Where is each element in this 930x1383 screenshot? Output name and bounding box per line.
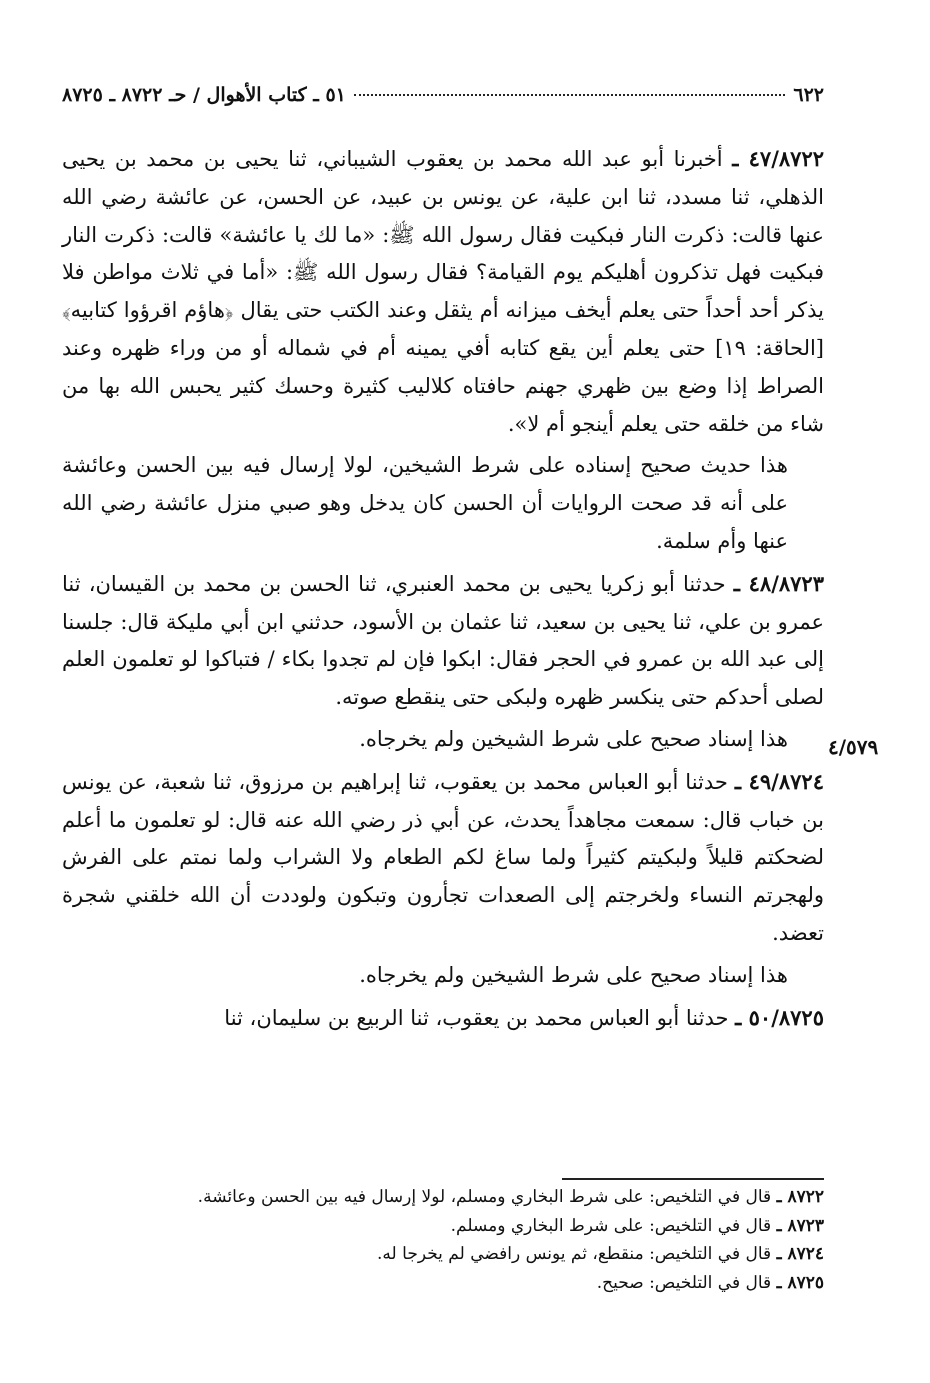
footnote-number: ٨٧٢٥ ـ [776, 1272, 824, 1293]
footnote-8724 [62, 1242, 824, 1268]
footnote-text: قال في التلخيص: منقطع، ثم يونس رافضي لم يخرجا له. [377, 1244, 777, 1264]
header-dotted-leader [354, 94, 786, 96]
footnote-number: ٨٧٢٤ ـ [776, 1244, 824, 1264]
footnote-8722 [62, 1185, 824, 1211]
hadith-number: ٤٧/٨٧٢٢ ـ [732, 146, 825, 171]
hadith-number: ٥٠/٨٧٢٥ ـ [735, 1004, 824, 1030]
footnote-8723 [62, 1214, 824, 1240]
ruling-paragraph-8723 [62, 721, 824, 759]
ruling-text: هذا إسناد صحيح على شرط الشيخين ولم يخرجاه. [359, 726, 788, 751]
hadith-text: حدثنا أبو العباس محمد بن يعقوب، ثنا الربيع بن سليمان، ثنا [224, 1005, 736, 1030]
footnote-8725 [62, 1271, 824, 1297]
hadith-paragraph-8724 [62, 763, 824, 953]
hadith-paragraph-8722 [62, 140, 824, 443]
hadith-paragraph-8725 [62, 999, 824, 1038]
running-title: ٥١ ـ كتاب الأهوال / حـ ٨٧٢٢ ـ ٨٧٢٥ [62, 84, 346, 106]
footnote-text: قال في التلخيص: صحيح. [596, 1272, 777, 1293]
hadith-paragraph-8723 [62, 565, 824, 717]
ruling-text: هذا حديث صحيح إسناده على شرط الشيخين، لولا إرسال فيه بين الحسن وعائشة على أنه قد صحت الروايات أن الحسن كان يدخل وهو صبي منزل عائشة رضي الله عنها وأم سلمة. [62, 453, 788, 553]
hadith-number: ٤٩/٨٧٢٤ ـ [734, 768, 824, 794]
ruling-paragraph-8724 [62, 957, 824, 995]
hadith-text: حدثنا أبو زكريا يحيى بن محمد العنبري، ثنا الحسن بن محمد بن القيسان، ثنا عمرو بن علي، ثنا يحيى بن سعيد، ثنا عثمان بن الأسود، حدثني ابن أبي مليكة قال: جلسنا إلى عبد الله بن عمرو في الحجر فقال: ابكوا فإن لم تجدوا بكاء / فتباكوا لو تعلمون العلم لصلى أحدكم حتى ينكسر ظهره ولبكى حتى ينقطع صوته. [62, 571, 824, 710]
margin-volume-page-reference: ٤/٥٧٩ [828, 735, 879, 759]
ruling-text: هذا إسناد صحيح على شرط الشيخين ولم يخرجاه. [359, 962, 788, 987]
footnote-number: ٨٧٢٣ ـ [776, 1215, 824, 1236]
footnote-separator [562, 1178, 824, 1180]
footnote-number: ٨٧٢٢ ـ [776, 1187, 824, 1207]
hadith-text: حدثنا أبو العباس محمد بن يعقوب، ثنا إبراهيم بن مرزوق، ثنا شعبة، عن يونس بن خباب قال: سمعت مجاهداً يحدث، عن أبي ذر رضي الله عنه قال: لو تعلمون ما أعلم لضحكتم قليلاً ولبكيتم كثيراً ولما ساغ لكم الطعام ولا الشراب ولما نمتم على الفرش ولهجرتم النساء ولخرجتم إلى الصعدات تجأرون وتبكون ولوددت أن الله خلقني شجرة تعضد. [62, 769, 824, 945]
footnote-text: قال في التلخيص: على شرط البخاري ومسلم، لولا إرسال فيه بين الحسن وعائشة. [197, 1187, 777, 1207]
ruling-paragraph-8722 [62, 447, 824, 560]
page-number: ٦٢٢ [793, 84, 824, 106]
footnotes [62, 1185, 824, 1299]
hadith-number: ٤٨/٨٧٢٣ ـ [733, 570, 824, 596]
footnote-text: قال في التلخيص: على شرط البخاري ومسلم. [450, 1215, 777, 1236]
hadith-text: أخبرنا أبو عبد الله محمد بن يعقوب الشيباني، ثنا يحيى بن محمد بن يحيى الذهلي، ثنا مسدد، ثنا ابن علية، عن يونس بن عبيد، عن الحسن، عن عائشة رضي الله عنها قالت: ذكرت النار فبكيت فقال رسول الله ﷺ: «ما لك يا عائشة» قالت: ذكرت النار فبكيت فهل تذكرون أهليكم يوم القيامة؟ فقال رسول الله ﷺ: «أما في ثلاث مواطن فلا يذكر أحد أحداً حتى يعلم أيخف ميزانه أم يثقل وعند الكتب حتى يقال ﴿هاؤم اقرؤوا كتابيه﴾ [الحاقة: ١٩] حتى يعلم أين يقع كتابه أفي يمينه أم في شماله أو من وراء ظهره وعند الصراط إذا وضع بين ظهري جهنم حافتاه كلاليب كثيرة وحسك كثير يحبس الله بها من شاء من خلقه حتى يعلم أينجو أم لا». [62, 147, 824, 436]
main-text-column [62, 140, 824, 1037]
running-header [62, 84, 824, 106]
